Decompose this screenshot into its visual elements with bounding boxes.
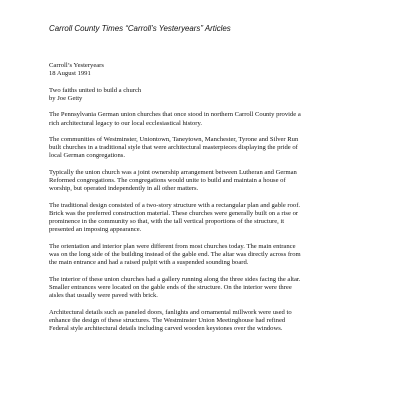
headline: Two faiths united to build a church xyxy=(49,86,142,94)
paragraph-line: presented an imposing appearance. xyxy=(49,226,142,234)
paragraph-line: Federal style architectural details including carved wooden keystones over the windows. xyxy=(49,324,283,332)
paragraph-line: The communities of Westminster, Uniontown, Taneytown, Manchester, Tyrone and Silver Run xyxy=(49,136,299,144)
article-body xyxy=(49,62,364,341)
paragraph-line: local German congregations. xyxy=(49,152,125,160)
paragraph-line: built churches in a traditional style that were architectural masterpieces displaying the pride of xyxy=(49,144,298,152)
paragraph-line: rich architectural legacy to our local ecclesiastical history. xyxy=(49,119,202,127)
paragraph xyxy=(49,136,364,160)
paragraph-line: was on the long side of the building instead of the gable end. The altar was directly across from xyxy=(49,251,301,258)
paragraph-line: the main entrance and had a raised pulpit with a suspended sounding board. xyxy=(49,259,249,267)
paragraph-line: aisles that usually were paved with brick. xyxy=(49,292,158,300)
paragraph xyxy=(49,276,364,300)
article-paragraphs xyxy=(49,111,364,333)
paragraph-line: Smaller entrances were located on the gable ends of the structure. On the interior were three xyxy=(49,283,292,291)
paragraph-line: The traditional design consisted of a two-story structure with a rectangular plan and gable roof. xyxy=(49,201,301,209)
paragraph xyxy=(49,111,364,127)
paragraph-line: Reformed congregations. The congregations would unite to build and maintain a house of xyxy=(49,177,286,185)
paragraph xyxy=(49,202,364,235)
column-name: Carroll’s Yesteryears xyxy=(49,62,104,69)
byline: by Joe Getty xyxy=(49,94,83,102)
paragraph-line: The interior of these union churches had a gallery running along the three sides facing the altar. xyxy=(49,275,301,283)
paragraph xyxy=(49,309,364,333)
article-meta xyxy=(49,62,364,78)
paragraph-line: prominence in the community so that, with the tall vertical proportions of the structure, it xyxy=(49,218,285,226)
paragraph-line: The orientation and interior plan were different from most churches today. The main entrance xyxy=(49,242,296,250)
page-header: Carroll County Times “Carroll’s Yesteryears” Articles xyxy=(49,24,231,33)
paragraph-line: Architectural details such as paneled doors, fanlights and ornamental millwork were used to xyxy=(49,308,292,316)
paragraph-line: Typically the union church was a joint ownership arrangement between Lutheran and German xyxy=(49,168,297,176)
paragraph-line: The Pennsylvania German union churches that once stood in northern Carroll County provide a xyxy=(49,111,301,119)
paragraph-line: worship, but operated independently in all other matters. xyxy=(49,185,199,193)
paragraph xyxy=(49,243,364,267)
paragraph-line: Brick was the preferred construction material. These churches were generally built on a rise or xyxy=(49,209,299,217)
paragraph-line: enhance the design of these structures. The Westminster Union Meetinghouse had refined xyxy=(49,316,286,324)
article-heading xyxy=(49,87,364,103)
paragraph xyxy=(49,169,364,193)
article-date: 18 August 1991 xyxy=(49,70,91,78)
